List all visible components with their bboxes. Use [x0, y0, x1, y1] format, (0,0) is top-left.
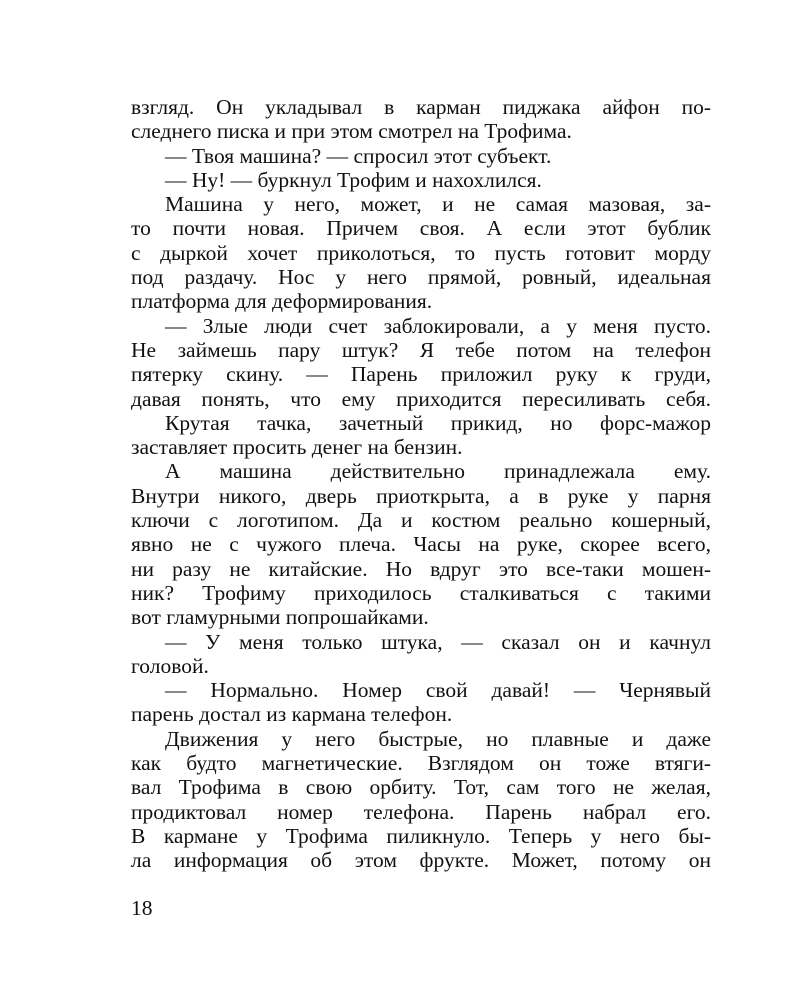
page-body	[131, 95, 711, 873]
text-line: А машина действительно принадлежала ему.	[165, 459, 711, 484]
text-line: давая понять, что ему приходится пересиливать себя.	[131, 386, 711, 411]
text-line: парень достал из кармана телефон.	[131, 702, 453, 727]
text-line: Машина у него, может, и не самая мазовая, за-	[165, 192, 711, 217]
text-line: заставляет просить денег на бензин.	[131, 435, 463, 460]
text-line: ник? Трофиму приходилось сталкиваться с такими	[131, 580, 711, 605]
text-line: ла информация об этом фрукте. Может, потому он	[131, 848, 711, 873]
text-line: Движения у него быстрые, но плавные и даже	[165, 726, 711, 751]
text-line: платформа для деформирования.	[131, 289, 433, 314]
text-line: то почти новая. Причем своя. А если этот бублик	[131, 216, 711, 241]
page-number: 18	[131, 896, 153, 920]
text-line: вал Трофима в свою орбиту. Тот, сам того не желая,	[131, 775, 711, 800]
text-line: головой.	[131, 653, 209, 678]
text-line: Внутри никого, дверь приоткрыта, а в руке у парня	[131, 483, 711, 508]
text-line: — Ну! — буркнул Трофим и нахохлился.	[165, 167, 542, 192]
text-line: ни разу не китайские. Но вдруг это все-таки мошен-	[131, 556, 711, 581]
text-line: под раздачу. Нос у него прямой, ровный, идеальная	[131, 265, 711, 290]
text-line: явно не с чужого плеча. Часы на руке, скорее всего,	[131, 532, 711, 557]
text-line: — Твоя машина? — спросил этот субъект.	[165, 143, 552, 168]
text-line: ключи с логотипом. Да и костюм реально кошерный,	[131, 508, 711, 533]
text-line: следнего писка и при этом смотрел на Трофима.	[131, 119, 572, 144]
text-line: пятерку скину. — Парень приложил руку к груди,	[131, 362, 711, 387]
text-line: — Нормально. Номер свой давай! — Чернявый	[165, 678, 711, 703]
text-line: — Злые люди счет заблокировали, а у меня пусто.	[165, 313, 711, 338]
text-line: как будто магнетические. Взглядом он тоже втяги-	[131, 751, 711, 776]
text-line: Крутая тачка, зачетный прикид, но форс-мажор	[165, 410, 711, 435]
text-line: В кармане у Трофима пиликнуло. Теперь у него бы-	[131, 823, 711, 848]
text-line: продиктовал номер телефона. Парень набрал его.	[131, 799, 711, 824]
text-line: — У меня только штука, — сказал он и качнул	[165, 629, 711, 654]
text-line: вот гламурными попрошайками.	[131, 605, 429, 630]
text-line: с дыркой хочет приколоться, то пусть готовит морду	[131, 240, 711, 265]
text-line: взгляд. Он укладывал в карман пиджака айфон по-	[131, 95, 711, 119]
text-line: Не займешь пару штук? Я тебе потом на телефон	[131, 337, 711, 362]
